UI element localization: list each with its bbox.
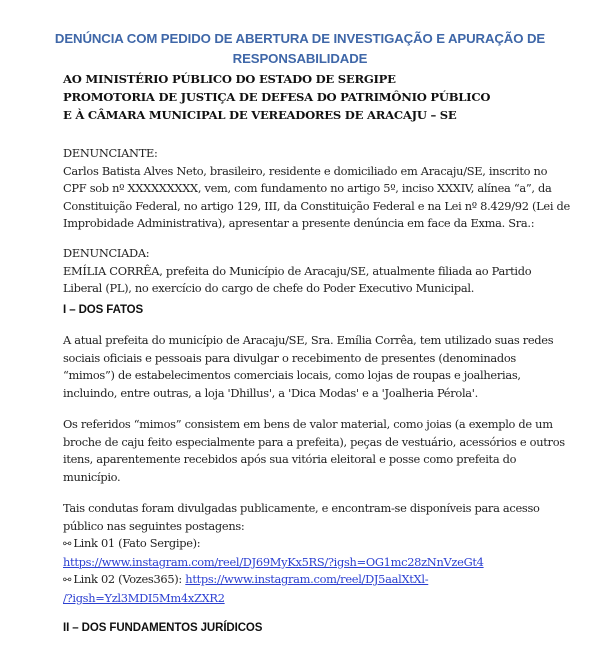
facts-paragraph-1 [63,332,554,402]
paragraph-line: incluindo, entre outras, a loja 'Dhillus', a 'Dica Modas' e a 'Joalheria Pérola'. [63,385,478,400]
addressee-line-1: AO MINISTÉRIO PÚBLICO DO ESTADO DE SERGIPE [63,72,396,86]
facts-paragraph-3 [63,500,543,608]
link-02-row [63,571,543,590]
link-01-url-row [63,554,543,572]
complainant-text-line: Improbidade Administrativa), apresentar a presente denúncia em face da Exma. Sra.: [63,216,535,231]
accused-text-line: Liberal (PL), no exercício do cargo de chefe do Poder Executivo Municipal. [63,281,475,296]
paragraph-line: itens, aparentemente recebidos após sua vitória eleitoral e posse como prefeita do [63,452,517,467]
link-02-label: Link 02 (Vozes365): [73,572,182,587]
paragraph-line: sociais oficiais e pessoais para divulgar o recebimento de presentes (denominados [63,350,516,365]
paragraph-line: “mimos”) de estabelecimentos comerciais locais, como lojas de roupas e joalherias, [63,368,521,383]
document-title-line2: RESPONSABILIDADE [232,51,368,66]
complainant-block [63,145,570,233]
link-02-url-part1[interactable]: https://www.instagram.com/reel/DJ5aalXtXl- [185,572,429,587]
paragraph-line: público nas seguintes postagens: [63,518,245,533]
paragraph-line: município. [63,469,121,484]
paragraph-line: broche de caju feito especialmente para a prefeita), peças de vestuário, acessórios e outros [63,434,565,449]
paragraph-line: Tais condutas foram divulgadas publicamente, e encontram-se disponíveis para acesso [63,501,540,515]
link-icon: ⚯ [63,575,71,587]
paragraph-line: A atual prefeita do município de Aracaju/SE, Sra. Emília Corrêa, tem utilizado suas redes [63,333,554,347]
link-icon: ⚯ [63,539,71,551]
document-title-line1: DENÚNCIA COM PEDIDO DE ABERTURA DE INVESTIGAÇÃO E APURAÇÃO DE [54,31,546,46]
addressee-line-3: E À CÂMARA MUNICIPAL DE VEREADORES DE ARACAJU – SE [63,108,457,122]
link-01-url[interactable]: https://www.instagram.com/reel/DJ69MyKx5RS/?igsh=OG1mc28zNnVzeGt4 [63,554,484,569]
link-02-url-part2[interactable]: /?igsh=Yzl3MDI5Mm4xZXR2 [63,590,225,605]
accused-block [63,245,543,298]
section-heading-facts: I – DOS FATOS [63,304,144,316]
complainant-text-line: Constituição Federal, no artigo 129, III, da Constituição Federal e na Lei nº 8.429/92 (Lei de [63,198,570,213]
complainant-text-line: CPF sob nº XXXXXXXXX, vem, com fundamento no artigo 5º, inciso XXXIV, alínea “a”, da [63,181,552,196]
facts-paragraph-2 [63,416,565,486]
accused-label: DENUNCIADA: [63,246,150,260]
accused-text-line: EMÍLIA CORRÊA, prefeita do Município de Aracaju/SE, atualmente filiada ao Partido [63,263,532,278]
link-01-row [63,535,543,554]
complainant-text-line: Carlos Batista Alves Neto, brasileiro, residente e domiciliado em Aracaju/SE, inscrito no [63,163,548,178]
link-02-url-row [63,590,543,608]
link-01-label: Link 01 (Fato Sergipe): [73,536,201,551]
section-heading-legal-grounds: II – DOS FUNDAMENTOS JURÍDICOS [63,622,263,634]
paragraph-line: Os referidos “mimos” consistem em bens de valor material, como joias (a exemplo de um [63,417,553,431]
complainant-label: DENUNCIANTE: [63,146,158,160]
addressee-line-2: PROMOTORIA DE JUSTIÇA DE DEFESA DO PATRIMÔNIO PÚBLICO [63,90,491,104]
